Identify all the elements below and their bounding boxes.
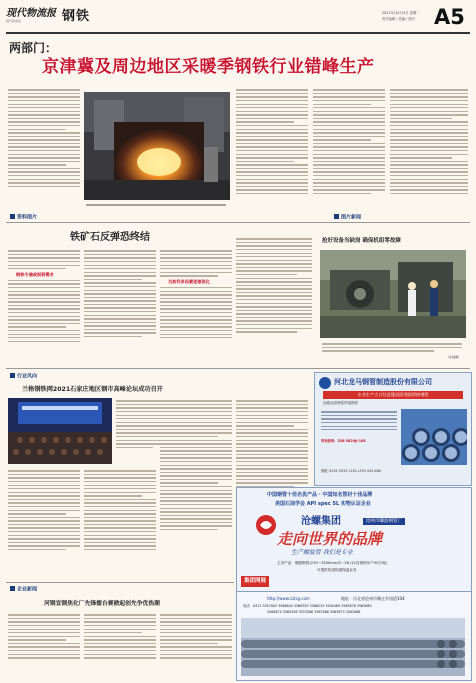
lanzhou-col1	[8, 468, 80, 578]
canglu-spec2: 可提供管道防腐保温业务	[317, 568, 357, 572]
lead-article-col1	[8, 87, 80, 207]
equipment-caption-text	[322, 341, 462, 359]
rule-bottom-section	[6, 582, 234, 583]
canglu-brand-slogan: 走向世界的品牌	[277, 530, 383, 548]
masthead-subtitle: 现代物流报 ·	[6, 19, 23, 23]
masthead-title: 现代物流报	[6, 8, 56, 19]
lanzhou-col-right-top	[116, 398, 162, 464]
canglu-contact-block	[236, 592, 472, 681]
hegang-title: 河钢宣钢焦化厂先锋擂台赛掀起创先争优热潮	[44, 601, 160, 607]
lanzhou-title: 兰格钢铁网2021石家庄地区钢市高峰论坛成功召开	[22, 386, 163, 393]
tag-industry-news: 行业风向	[10, 373, 37, 381]
lead-article-col2	[236, 87, 308, 217]
hegang-col1	[8, 612, 80, 678]
iron-ore-subhead2: 当前利多因素逐渐淡化	[168, 278, 210, 284]
canglu-address: 地址：河北省沧州市顺庄乡国道104	[341, 596, 405, 601]
lead-article-col4	[390, 87, 468, 217]
tag-enterprise-news: 企业新闻	[10, 586, 37, 594]
iron-ore-col3	[160, 248, 232, 366]
editors-line: 责任编辑 / 美编 / 校对	[382, 17, 415, 21]
canglu-slogan-top: 中国钢管十佳名优产品 · 中国知名管材十佳品牌	[267, 492, 373, 498]
rule-top-section	[6, 222, 470, 223]
forum-photo	[8, 398, 112, 464]
steel-furnace-photo	[84, 92, 230, 200]
canglu-company: 沧螺集团	[301, 516, 341, 527]
longma-company-name: 河北龙马钢管制造股份有限公司	[334, 378, 432, 386]
canglu-url[interactable]: http://www.czlsg.com	[267, 596, 310, 601]
masthead-logo	[6, 8, 56, 28]
canglu-badge: 集团网展	[241, 576, 269, 587]
lead-article-col3	[313, 87, 385, 217]
longma-body	[321, 409, 397, 459]
iron-ore-col1	[8, 248, 80, 366]
longma-pipes-photo	[401, 409, 467, 465]
longma-phone-label: 咨询热线：	[321, 439, 338, 443]
canglu-spec: 主导产品：螺旋钢管(219～3250mm/5～26 /12各规格年产50万吨)	[277, 561, 388, 565]
iron-ore-col2	[84, 248, 156, 366]
canglu-pipes-photo	[241, 618, 465, 676]
longma-tagline: 专业生产大口径直缝双面埋弧焊接钢管	[323, 391, 463, 399]
longma-phone[interactable]: 328-2829JJ-108	[337, 439, 366, 443]
section-name: 钢铁	[62, 9, 91, 24]
ad-longma[interactable]	[314, 372, 472, 486]
headline-kicker: 两部门：	[9, 41, 58, 55]
photo-caption	[86, 202, 226, 208]
canglu-fax: 3565674 3565358 3553286 3563586 3563873 3562068	[267, 610, 361, 614]
hegang-col2	[84, 612, 156, 678]
longma-line2: 直缝双面埋弧焊接钢管	[323, 401, 358, 405]
lanzhou-col3	[160, 398, 232, 578]
headline-title: 京津冀及周边地区采暖季钢铁行业错峰生产	[42, 57, 375, 77]
canglu-phones: 电话：0317-3557003 3566844 3568355 3568234 3504489 3563676 3563680	[243, 604, 372, 608]
canglu-brand-slogan2: 生产螺旋管 我们是专业	[291, 549, 353, 556]
date-line: 2021年10月19日 星期二	[382, 11, 420, 15]
iron-ore-col4	[236, 236, 312, 366]
canglu-logo-icon	[255, 514, 277, 536]
equipment-credit: (朱瑞摄)	[448, 355, 460, 359]
page-number: A5	[434, 5, 465, 29]
tag-data-chart: 资料图片	[10, 214, 37, 222]
equipment-title: 抢好设备当缺岗 确保机组零故障	[322, 238, 401, 244]
iron-ore-subhead1: 钢铁冬储或削弱需求	[16, 271, 54, 277]
canglu-slogan-2: 美国石油学会 API spec 5L 实物认证企业	[275, 501, 371, 507]
lanzhou-col2	[84, 468, 156, 578]
rule-mid-section	[6, 368, 470, 369]
longma-logo-icon	[319, 377, 331, 389]
header-rule	[6, 32, 470, 34]
longma-spec: 钢级 Q235 Q345 L245-L555 X42-X80	[321, 469, 381, 473]
hegang-col3	[160, 612, 232, 678]
tag-photo-news: 图片新闻	[334, 214, 361, 222]
iron-ore-title: 铁矿石反弹恐终结	[70, 232, 150, 243]
ad-canglu[interactable]	[236, 487, 472, 592]
canglu-company-sub: 沧州市螺旋钢管厂	[363, 518, 405, 525]
workers-equipment-photo	[320, 250, 466, 338]
